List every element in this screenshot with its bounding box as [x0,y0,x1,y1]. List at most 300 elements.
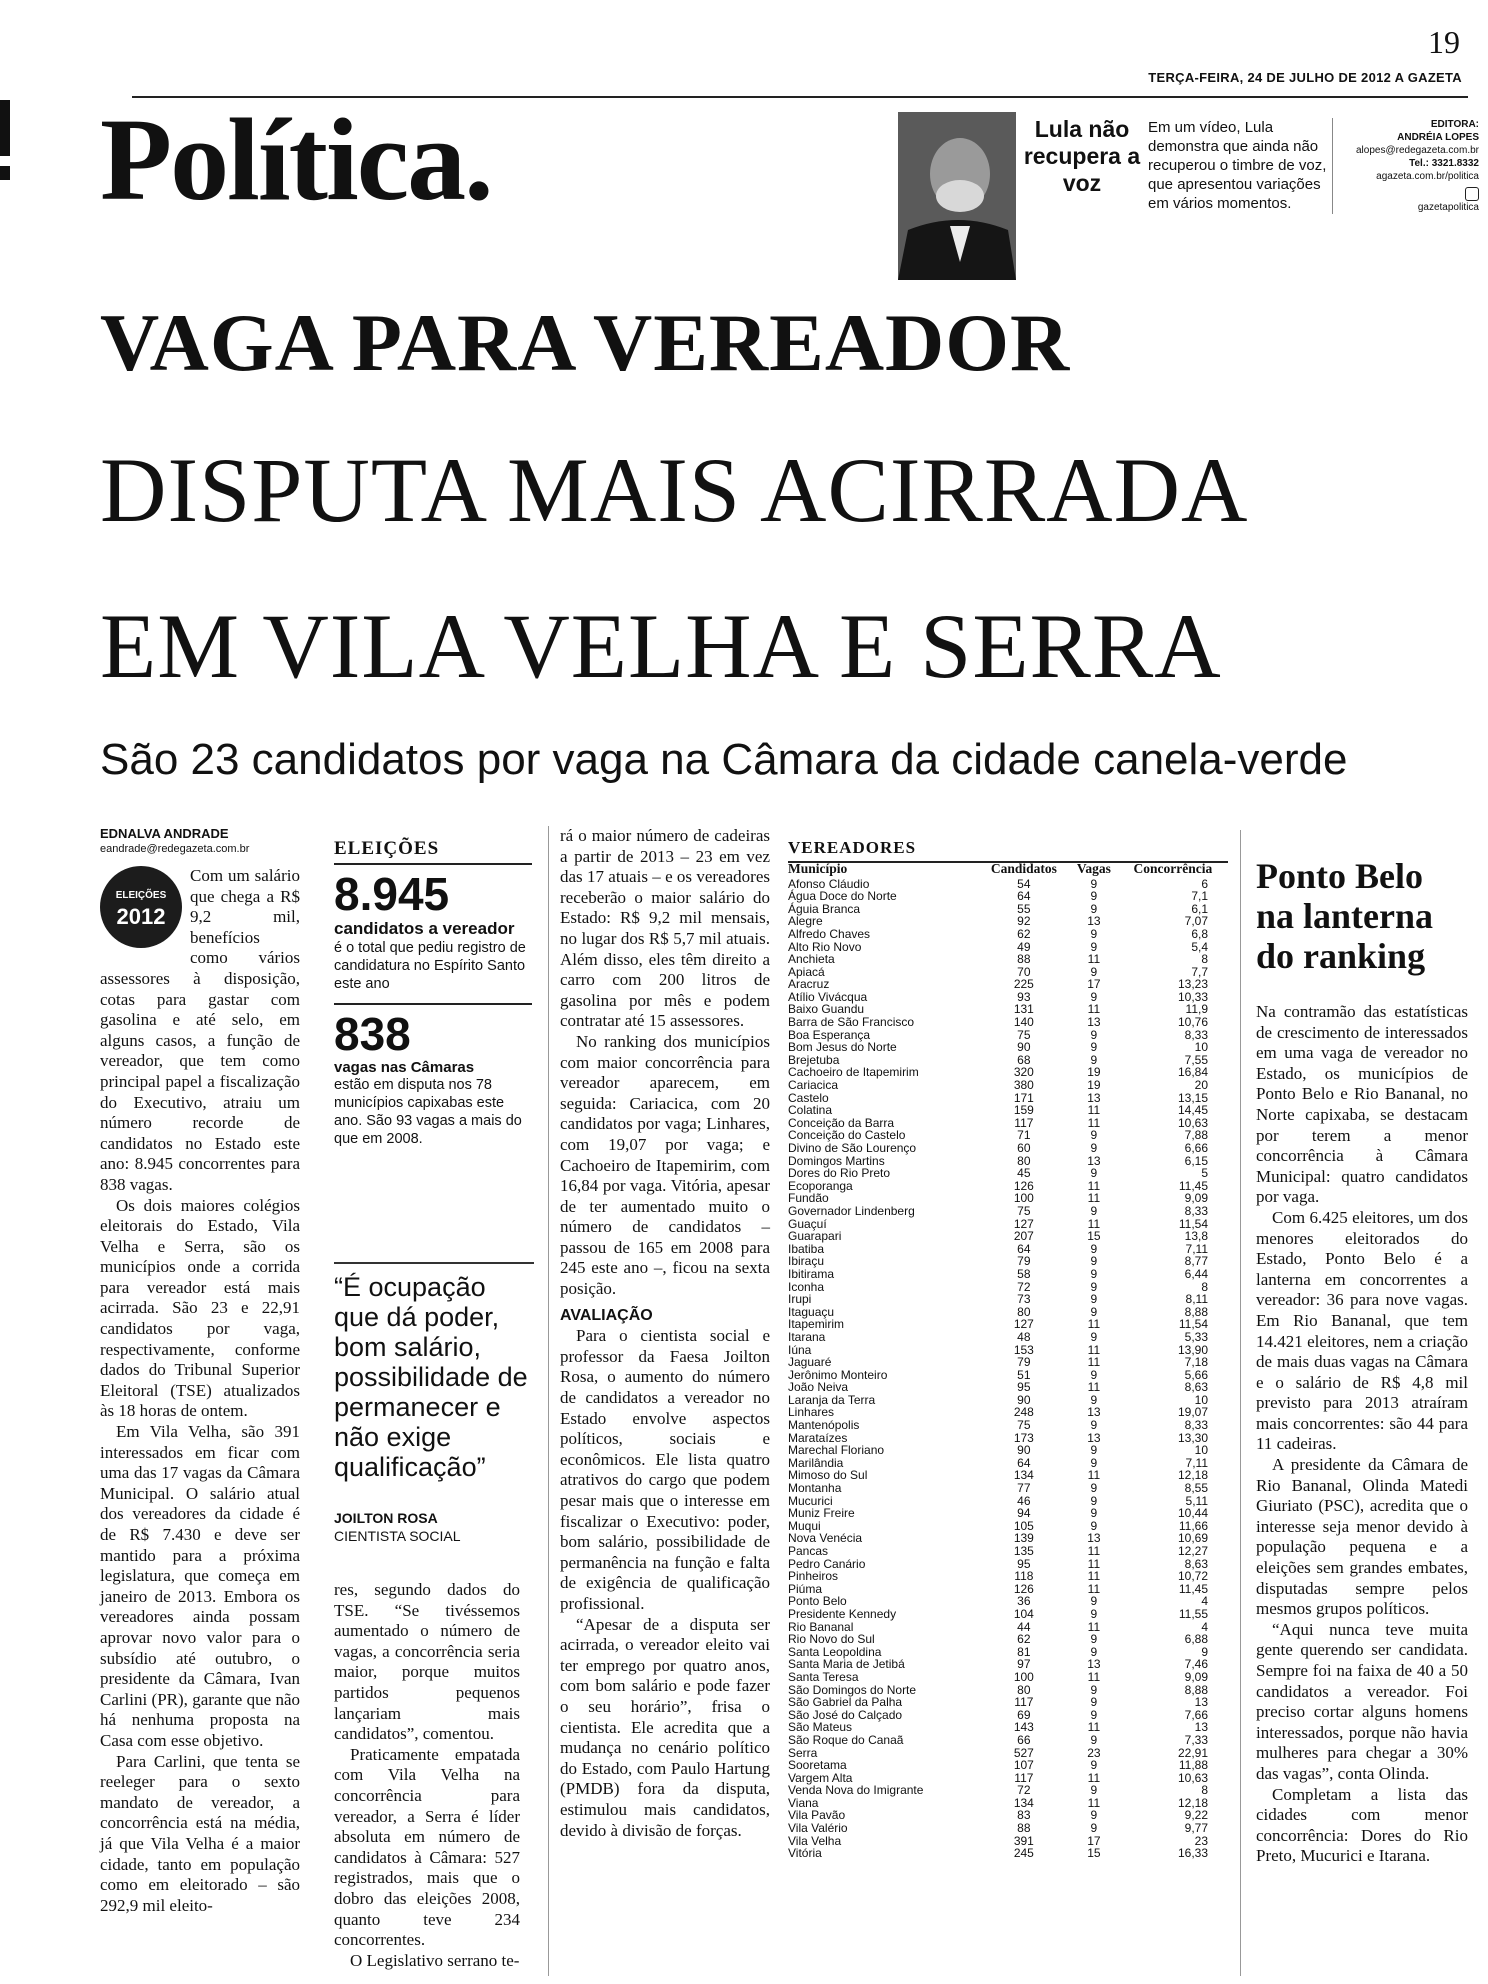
table-cell: 11 [1087,1191,1101,1206]
table-cell: Vila Pavão [788,1808,846,1823]
table-cell: Governador Lindenberg [788,1203,915,1218]
table-cell: 12,18 [1177,1795,1208,1810]
table-cell: 13 [1087,1015,1101,1030]
table-cell: Conceição da Barra [788,1115,895,1130]
byline-name: EDNALVA ANDRADE [100,826,229,841]
table-row [788,1822,1228,1835]
table-cell: Viana [788,1795,819,1810]
paragraph: Com 6.425 eleitores, um dos menores eleitorados do Estado, Ponto Belo é a lanterna em concorrentes a vereador: 36 para nove vagas. Em Rio Bananal, que tem 14.421 eleitores, nem a criação de mais duas vagas na Câmara e o salário de R$ 4,8 mil previsto para 2013 atraíram mais concorrentes: são 44 para 11 cadeiras. [1256,1207,1468,1454]
table-cell: Cachoeiro de Itapemirim [788,1065,919,1080]
sidebar-column [1256,1002,1468,1867]
table-cell: 95 [1017,1380,1031,1395]
table-row [788,1218,1228,1231]
table-cell: 9 [1090,1783,1098,1798]
table-cell: 13 [1087,1657,1101,1672]
table-cell: 6,15 [1184,1153,1208,1168]
table-cell: Água Doce do Norte [788,889,897,904]
table-row [788,1835,1228,1848]
editor-phone: Tel.: 3321.8332 [1409,158,1479,169]
stat-seats-number: 838 [334,1008,411,1060]
table-cell: Guaçuí [788,1216,827,1231]
table-cell: 64 [1017,1455,1031,1470]
council-table [788,863,1228,1860]
table-cell: 60 [1017,1141,1031,1156]
table-cell: 5,11 [1185,1493,1208,1508]
table-row [788,1356,1228,1369]
table-cell: 46 [1017,1493,1031,1508]
table-cell: 9 [1201,1644,1208,1659]
table-cell: 49 [1017,939,1031,954]
table-cell: 88 [1017,1821,1031,1836]
table-row [788,1746,1228,1759]
table-cell: Ponto Belo [788,1594,847,1609]
table-cell: 13,90 [1177,1342,1208,1357]
byline-email[interactable]: eandrade@redegazeta.com.br [100,843,250,855]
table-cell: 11 [1087,1770,1101,1785]
table-cell: Vila Valério [788,1821,848,1836]
table-cell: 15 [1087,1229,1101,1244]
table-cell: 11 [1087,1720,1101,1735]
table-cell: 9 [1090,1732,1098,1747]
table-row [788,1532,1228,1545]
table-row [788,903,1228,916]
elections-badge [100,866,182,948]
table-cell: 75 [1017,1418,1031,1433]
table-cell: Cariacica [788,1078,839,1093]
table-cell: 8,33 [1184,1203,1208,1218]
stats-box-label: ELEIÇÕES [334,838,532,865]
table-cell: 15 [1087,1846,1101,1861]
table-row [788,1318,1228,1331]
table-cell: 391 [1013,1833,1034,1848]
table-cell: 68 [1017,1052,1031,1067]
table-cell: Muqui [788,1518,821,1533]
editor-box [1332,118,1479,214]
table-cell: Baixo Guandu [788,1002,865,1017]
column-header: Município [788,861,848,876]
table-cell: 9 [1090,1481,1098,1496]
quote-role: CIENTISTA SOCIAL [334,1528,461,1544]
table-row [788,1079,1228,1092]
table-cell: 10,33 [1177,989,1208,1004]
editor-social[interactable]: gazetapolitica [1417,202,1479,213]
table-row [788,1104,1228,1117]
table-cell: Sooretama [788,1758,847,1773]
table-row [788,1293,1228,1306]
table-cell: 8 [1201,952,1208,967]
table-cell: 13,8 [1184,1229,1208,1244]
table-cell: 11,66 [1178,1518,1208,1533]
table-cell: 7,33 [1184,1732,1208,1747]
table-cell: 11 [1087,1581,1101,1596]
table-cell: 6,88 [1184,1632,1208,1647]
section-title: Política. [100,94,492,225]
table-cell: 7,7 [1191,964,1208,979]
table-cell: 153 [1013,1342,1034,1357]
table-cell: 9 [1090,1254,1098,1269]
table-cell: 8,33 [1184,1027,1208,1042]
table-cell: 51 [1017,1367,1031,1382]
table-cell: Domingos Martins [788,1153,885,1168]
table-cell: 9 [1090,901,1098,916]
table-cell: 22,91 [1177,1745,1208,1760]
table-cell: 64 [1017,889,1031,904]
table-cell: 13 [1194,1720,1208,1735]
table-row [788,1419,1228,1432]
table-cell: 117 [1014,1770,1034,1785]
table-cell: Ibatiba [788,1241,825,1256]
table-cell: Linhares [788,1405,835,1420]
table-row [788,1268,1228,1281]
table-cell: 13 [1087,1090,1101,1105]
table-cell: 19 [1087,1078,1101,1093]
table-row [788,1331,1228,1344]
table-cell: 126 [1013,1178,1034,1193]
table-cell: 94 [1017,1506,1031,1521]
table-cell: 58 [1017,1266,1031,1281]
table-cell: 13,30 [1177,1430,1208,1445]
table-cell: 134 [1013,1795,1034,1810]
table-cell: 11 [1087,1569,1101,1584]
table-row [788,1306,1228,1319]
promo-headline[interactable]: Lula não recupera a voz [1023,116,1141,196]
table-cell: Jaguaré [788,1355,832,1370]
table-cell: Ibitirama [788,1266,835,1281]
sidebar-headline: Ponto Belo na lanterna do ranking [1256,856,1434,976]
table-cell: 10 [1194,1040,1208,1055]
promo-photo [898,112,1016,280]
table-cell: 72 [1017,1279,1031,1294]
table-cell: Rio Novo do Sul [788,1632,875,1647]
table-cell: Bom Jesus do Norte [788,1040,897,1055]
table-row [788,1180,1228,1193]
paragraph: Para Carlini, que tenta se reeleger para o sexto mandato de vereador, a concorrência está na média, já que Vila Velha é a maior cidade, tanto em população como em eleitorado – são 292,9 mil eleito- [100,1751,300,1915]
table-cell: 5,4 [1191,939,1208,954]
table-cell: Jerônimo Monteiro [788,1367,888,1382]
table-row [788,1507,1228,1520]
table-row [788,1633,1228,1646]
paragraph: A presidente da Câmara de Rio Bananal, Olinda Matedi Giuriato (PSC), acredita que o interesse seja menor devido à população pequena e a eleições sem grandes embates, disputadas sempre pelos mesmos grupos políticos. [1256,1455,1468,1619]
table-row [788,1343,1228,1356]
table-cell: Itaguaçu [788,1304,835,1319]
table-cell: 100 [1013,1191,1034,1206]
headline-line-2: EM VILA VELHA E SERRA [100,595,1222,697]
table-cell: 62 [1017,926,1031,941]
column-header: Candidatos [990,861,1057,876]
table-cell: 10,63 [1177,1770,1208,1785]
stat-candidates-number: 8.945 [334,868,450,920]
table-cell: São Gabriel da Palha [788,1695,903,1710]
table-cell: 23 [1087,1745,1101,1760]
table-row [788,966,1228,979]
table-cell: 9 [1090,1594,1098,1609]
table-row [788,915,1228,928]
table-cell: Ibiraçu [788,1254,825,1269]
table-row [788,1696,1228,1709]
table-cell: 9 [1090,1821,1098,1836]
table-cell: Laranja da Terra [788,1392,876,1407]
table-header-row [788,863,1228,878]
table-cell: Afonso Cláudio [788,876,870,891]
table-cell: 7,88 [1184,1128,1208,1143]
table-row [788,1709,1228,1722]
table-cell: Santa Teresa [788,1669,859,1684]
table-cell: 8,63 [1184,1380,1208,1395]
table-cell: 9 [1090,1632,1098,1647]
table-cell: 135 [1013,1544,1034,1559]
table-cell: Mantenópolis [788,1418,860,1433]
column-rule [1240,830,1241,1976]
editor-name: ANDRÉIA LOPES [1397,132,1479,143]
table-cell: 9 [1090,1392,1098,1407]
table-cell: 4 [1201,1594,1208,1609]
table-cell: 8,77 [1184,1254,1208,1269]
table-cell: 44 [1017,1619,1031,1634]
badge-year: 2012 [116,903,166,929]
table-cell: 9 [1090,1040,1098,1055]
table-cell: 9 [1090,889,1098,904]
table-cell: São Mateus [788,1720,853,1735]
table-cell: 9 [1090,1304,1098,1319]
table-cell: 11 [1087,1669,1101,1684]
table-row [788,1545,1228,1558]
table-cell: 134 [1013,1468,1034,1483]
table-cell: 127 [1013,1317,1034,1332]
table-cell: 11 [1087,1556,1101,1571]
table-cell: 90 [1017,1443,1031,1458]
paragraph: Para o cientista social e professor da Faesa Joilton Rosa, o aumento do número de candidatos a vereador no Estado envolve aspectos políticos, sociais e econômicos. Ele lista quatro atrativos do cargo que podem pesar mais que o interesse em fiscalizar o Executivo: poder, bom salário, possibilidade de permanência na função e falta de exigência de qualificação profissional. [560,1326,770,1613]
stat-candidates-title: candidatos a vereador [334,919,515,938]
table-cell: 11 [1087,1103,1101,1118]
table-cell: 13 [1087,1153,1101,1168]
table-cell: 139 [1013,1531,1034,1546]
table-cell: 11 [1087,1795,1101,1810]
table-cell: 13 [1087,914,1101,929]
table-row [788,1847,1228,1860]
table-cell: 131 [1013,1002,1034,1017]
table-cell: 9 [1090,1682,1098,1697]
table-cell: 7,46 [1184,1657,1208,1672]
table-row [788,1469,1228,1482]
table-cell: Marilândia [788,1455,844,1470]
table-cell: 13 [1194,1695,1208,1710]
table-row [788,1444,1228,1457]
table-cell: Anchieta [788,952,835,967]
table-cell: 71 [1017,1128,1031,1143]
table-cell: 11 [1087,1355,1101,1370]
table-cell: 10 [1194,1392,1208,1407]
table-cell: 13,23 [1177,977,1208,992]
table-cell: 45 [1017,1166,1031,1181]
paragraph: Na contramão das estatísticas de crescimento de interessados em uma vaga de vereador no Estado, os municípios de Ponto Belo e Rio Bananal, no Norte capixaba, se destacam por terem a menor concorrência à Câmara Municipal: quatro candidatos por vaga. [1256,1002,1468,1207]
table-cell: 80 [1017,1682,1031,1697]
margin-mark [0,166,10,180]
table-cell: Itarana [788,1329,826,1344]
table-cell: 55 [1017,901,1031,916]
table-cell: João Neiva [788,1380,849,1395]
table-cell: 248 [1013,1405,1034,1420]
stat-seats-text: estão em disputa nos 78 municípios capixabas este ano. São 93 vagas a mais do que em 2008. [334,1077,522,1147]
table-cell: 11 [1087,1380,1101,1395]
table-cell: Venda Nova do Imigrante [788,1783,924,1798]
column-header: Concorrência [1133,861,1213,876]
table-cell: Itapemirim [788,1317,845,1332]
paragraph: “Apesar de a disputa ser acirrada, o vereador eleito vai ter emprego por quatro anos, com bom salário e pode fazer o seu horário”, frisa o cientista. Ele acredita que a mudança no cenário político do Estado, com Paulo Hartung (PMDB) fora da disputa, estimulou mais candidatos, devido à divisão de forças. [560,1614,770,1840]
table-cell: 159 [1013,1103,1034,1118]
table-cell: 9 [1090,1027,1098,1042]
stat-seats-title: vagas nas Câmaras [334,1059,475,1076]
table-cell: 117 [1014,1115,1034,1130]
table-cell: 12,18 [1177,1468,1208,1483]
table-cell: 64 [1017,1241,1031,1256]
table-cell: 11 [1087,1002,1101,1017]
table-row [788,1583,1228,1596]
table-row [788,1608,1228,1621]
table-cell: Alto Rio Novo [788,939,862,954]
dateline: TERÇA-FEIRA, 24 DE JULHO DE 2012 A GAZETA [1148,70,1462,85]
table-cell: 100 [1013,1669,1034,1684]
table-row [788,1734,1228,1747]
margin-mark [0,100,10,156]
table-cell: Alegre [788,914,823,929]
table-cell: 73 [1017,1292,1031,1307]
table-cell: 9 [1090,1518,1098,1533]
table-cell: 143 [1013,1720,1034,1735]
table-cell: 8,11 [1185,1292,1208,1307]
table-cell: 7,18 [1184,1355,1208,1370]
table-cell: 6,66 [1184,1141,1208,1156]
table-cell: 81 [1017,1644,1031,1659]
table-cell: 9 [1090,1443,1098,1458]
table-cell: Águia Branca [788,901,861,916]
table-cell: 104 [1013,1606,1034,1621]
table-cell: 11,45 [1178,1581,1208,1596]
table-cell: 9 [1090,1506,1098,1521]
editor-web[interactable]: agazeta.com.br/politica [1376,171,1479,182]
table-cell: 7,11 [1185,1241,1208,1256]
table-cell: 10,76 [1177,1015,1208,1030]
table-row [788,1167,1228,1180]
table-cell: 7,66 [1184,1707,1208,1722]
table-cell: Rio Bananal [788,1619,854,1634]
table-cell: Apiacá [788,964,825,979]
table-cell: Atílio Vivácqua [788,989,868,1004]
table-cell: 8,63 [1184,1556,1208,1571]
table-cell: 10,44 [1177,1506,1208,1521]
table-cell: 9 [1090,1203,1098,1218]
table-row [788,928,1228,941]
table-cell: 9 [1090,1166,1098,1181]
table-cell: Alfredo Chaves [788,926,871,941]
table-cell: 10 [1194,1443,1208,1458]
table-row [788,1482,1228,1495]
table-row [788,1243,1228,1256]
stats-box [334,838,532,1148]
table-row [788,1066,1228,1079]
table-row [788,1784,1228,1797]
section-subhead: AVALIAÇÃO [560,1306,653,1324]
editor-email[interactable]: alopes@redegazeta.com.br [1356,145,1479,156]
table-row [788,953,1228,966]
table-cell: 9 [1090,989,1098,1004]
table-cell: 7,07 [1184,914,1208,929]
table-cell: 380 [1013,1078,1034,1093]
table-row [788,1369,1228,1382]
table-row [788,1092,1228,1105]
table-cell: 5 [1201,1166,1208,1181]
table-cell: 4 [1201,1619,1208,1634]
table-row [788,1255,1228,1268]
table-cell: 12,27 [1177,1544,1208,1559]
table-row [788,1671,1228,1684]
table-cell: Ecoporanga [788,1178,853,1193]
table-cell: 127 [1013,1216,1034,1231]
stat-candidates-text: é o total que pediu registro de candidatura no Espírito Santo este ano [334,940,526,992]
table-cell: Muniz Freire [788,1506,855,1521]
table-cell: 11 [1087,1178,1101,1193]
table-cell: Dores do Rio Preto [788,1166,891,1181]
table-cell: 16,84 [1177,1065,1208,1080]
table-cell: 79 [1017,1355,1031,1370]
table-cell: 9 [1090,1241,1098,1256]
table-cell: 173 [1013,1430,1034,1445]
table-cell: 83 [1017,1808,1031,1823]
table-cell: 9 [1090,1695,1098,1710]
table-cell: 11,54 [1178,1216,1208,1231]
pull-quote: “É ocupação que dá poder, bom salário, possibilidade de permanecer e não exige qualificação” [334,1262,534,1482]
table-cell: 54 [1017,876,1031,891]
table-cell: 225 [1013,977,1034,992]
table-cell: 8,88 [1184,1304,1208,1319]
table-cell: 13 [1087,1405,1101,1420]
table-cell: Vargem Alta [788,1770,853,1785]
paragraph: Com um salário que chega a R$ 9,2 mil, benefícios como vários assessores à disposição, cotas para gastar com gasolina e até selo, em alguns casos, a função de vereador, que tem como principal papel a fiscalização do Executivo, atraiu um número recorde de candidatos no Estado este ano: 8.945 concorrentes para 838 vagas. [100,866,300,1194]
table-row [788,1381,1228,1394]
table-cell: 6 [1201,876,1208,891]
table-cell: Boa Esperança [788,1027,871,1042]
table-cell: 9 [1090,1644,1098,1659]
table-cell: 9 [1090,1606,1098,1621]
table-cell: Santa Leopoldina [788,1644,882,1659]
table-cell: 88 [1017,952,1031,967]
table-cell: 19 [1087,1065,1101,1080]
table-cell: 9 [1090,1418,1098,1433]
table-cell: 527 [1013,1745,1034,1760]
table-title: VEREADORES [788,838,1228,863]
article-column-2 [334,1580,520,1971]
table-cell: Irupi [788,1292,812,1307]
table-cell: 9 [1090,964,1098,979]
table-cell: 17 [1087,1833,1101,1848]
table-cell: Mucurici [788,1493,833,1508]
table-cell: 9 [1090,1808,1098,1823]
table-cell: 11,54 [1178,1317,1208,1332]
table-cell: 19,07 [1177,1405,1208,1420]
table-cell: 9 [1090,1052,1098,1067]
table-row [788,1570,1228,1583]
table-cell: 69 [1017,1707,1031,1722]
table-cell: Vitória [788,1846,822,1861]
table-cell: 66 [1017,1732,1031,1747]
table-cell: 7,55 [1184,1052,1208,1067]
table-cell: 11 [1087,1468,1101,1483]
table-cell: 70 [1017,964,1031,979]
table-cell: Piúma [788,1581,823,1596]
table-cell: São Domingos do Norte [788,1682,917,1697]
table-cell: Pinheiros [788,1569,839,1584]
table-row [788,1281,1228,1294]
table-cell: 97 [1017,1657,1031,1672]
